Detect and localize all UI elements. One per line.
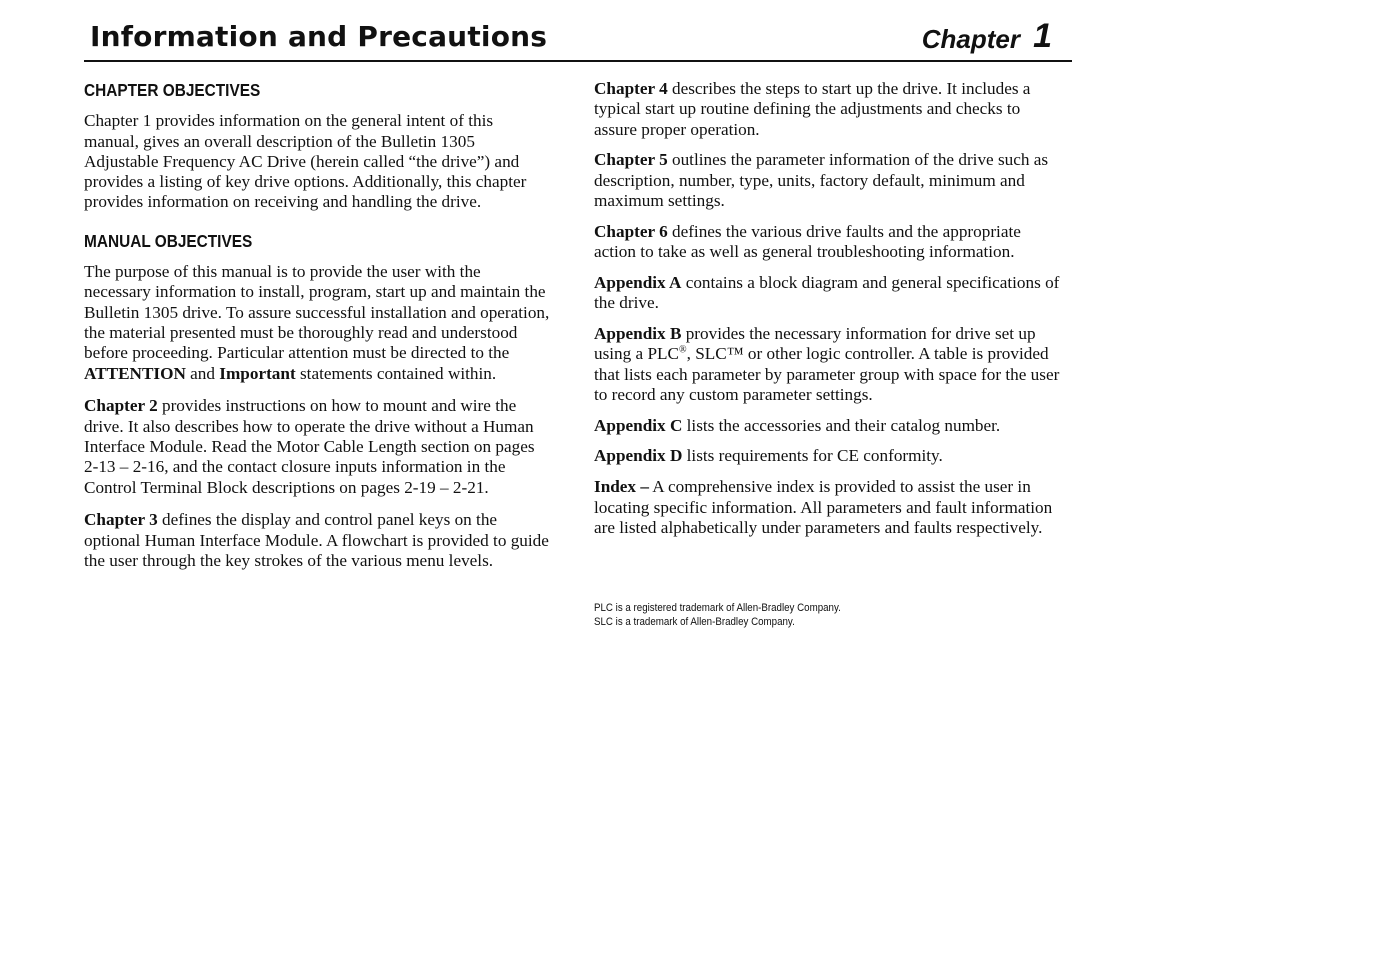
paragraph-chapter-5	[594, 150, 1066, 211]
trademark-footnotes	[594, 601, 841, 629]
right-column	[594, 79, 1066, 549]
chapter-2-label: Chapter 2	[84, 396, 158, 416]
page-title: Information and Precautions	[90, 20, 548, 53]
appendix-c-label: Appendix C	[594, 415, 683, 435]
appendix-d-text: lists requirements for CE conformity.	[682, 446, 943, 466]
chapter-label: Chapter	[921, 24, 1020, 54]
footnote-plc: PLC is a registered trademark of Allen-Bradley Company.	[594, 602, 841, 614]
index-text: A comprehensive index is provided to assist the user in locating specific information. All parameters and fault information are listed alphabetically under parameters and faults respectively.	[594, 477, 1053, 537]
purpose-and: and	[185, 363, 220, 383]
important-term: Important	[219, 363, 296, 383]
appendix-d-label: Appendix D	[594, 446, 683, 466]
paragraph-chapter-3	[84, 510, 550, 571]
chapter-3-text: defines the display and control panel keys on the optional Human Interface Module. A flowchart is provided to guide the user through the key strokes of the various menu levels.	[84, 510, 549, 570]
chapter-6-text: defines the various drive faults and the appropriate action to take as well as general troubleshooting information.	[594, 221, 1021, 262]
paragraph-chapter-4	[594, 79, 1066, 140]
chapter-4-label: Chapter 4	[594, 79, 668, 98]
appendix-a-label: Appendix A	[594, 272, 682, 292]
left-column	[84, 79, 550, 582]
paragraph-chapter-6	[594, 222, 1066, 263]
paragraph-appendix-a	[594, 273, 1066, 314]
appendix-b-text-1: provides the necessary information for drive set up using a PLC	[594, 323, 1036, 364]
chapter-3-label: Chapter 3	[84, 510, 158, 530]
registered-mark: ®	[679, 344, 687, 356]
attention-term: ATTENTION	[84, 363, 186, 383]
appendix-b-label: Appendix B	[594, 323, 682, 343]
purpose-text: The purpose of this manual is to provide the user with the necessary information to install, program, start up and maintain the Bulletin 1305 drive. To assure successful installation and operation, the material presented must be thoroughly read and understood before proceeding. Particular attention must be directed to the	[84, 262, 550, 363]
paragraph-appendix-b	[594, 324, 1066, 405]
paragraph-appendix-d	[594, 446, 1066, 466]
heading-manual-objectives: MANUAL OBJECTIVES	[84, 230, 253, 251]
chapter-number: 1	[1033, 17, 1052, 55]
chapter-6-label: Chapter 6	[594, 221, 668, 241]
paragraph-index	[594, 477, 1066, 538]
index-label: Index –	[594, 477, 649, 497]
paragraph-chapter-objectives: Chapter 1 provides information on the general intent of this manual, gives an overall description of the Bulletin 1305 Adjustable Frequency AC Drive (herein called “the drive”) and provides a listing of key drive options. Additionally, this chapter provides information on receiving and handling the drive.	[84, 111, 527, 212]
paragraph-appendix-c	[594, 416, 1066, 436]
paragraph-chapter-2	[84, 396, 550, 497]
chapter-5-label: Chapter 5	[594, 150, 668, 170]
paragraph-manual-purpose	[84, 262, 550, 384]
heading-chapter-objectives: CHAPTER OBJECTIVES	[84, 80, 261, 100]
chapter-2-text: provides instructions on how to mount and wire the drive. It also describes how to operate the drive without a Human Interface Module. Read the Motor Cable Length section on pages 2-13 – 2-16, and the contact closure inputs information in the Control Terminal Block descriptions on pages 2-19 – 2-21.	[84, 396, 535, 497]
chapter-5-text: outlines the parameter information of the drive such as description, number, type, units, factory default, minimum and maximum settings.	[594, 150, 1049, 210]
chapter-4-text: describes the steps to start up the drive. It includes a typical start up routine defining the adjustments and checks to assure proper operation.	[594, 79, 1031, 139]
footnote-slc: SLC is a trademark of Allen-Bradley Company.	[594, 616, 795, 628]
appendix-c-text: lists the accessories and their catalog number.	[682, 415, 1001, 435]
purpose-end: statements contained within.	[295, 363, 497, 383]
page-header	[84, 14, 1072, 62]
appendix-b-text-2: , SLC™ or other logic controller. A table is provided that lists each parameter by parameter group with space for the user to record any custom parameter settings.	[594, 344, 1060, 404]
appendix-a-text: contains a block diagram and general specifications of the drive.	[594, 272, 1060, 313]
